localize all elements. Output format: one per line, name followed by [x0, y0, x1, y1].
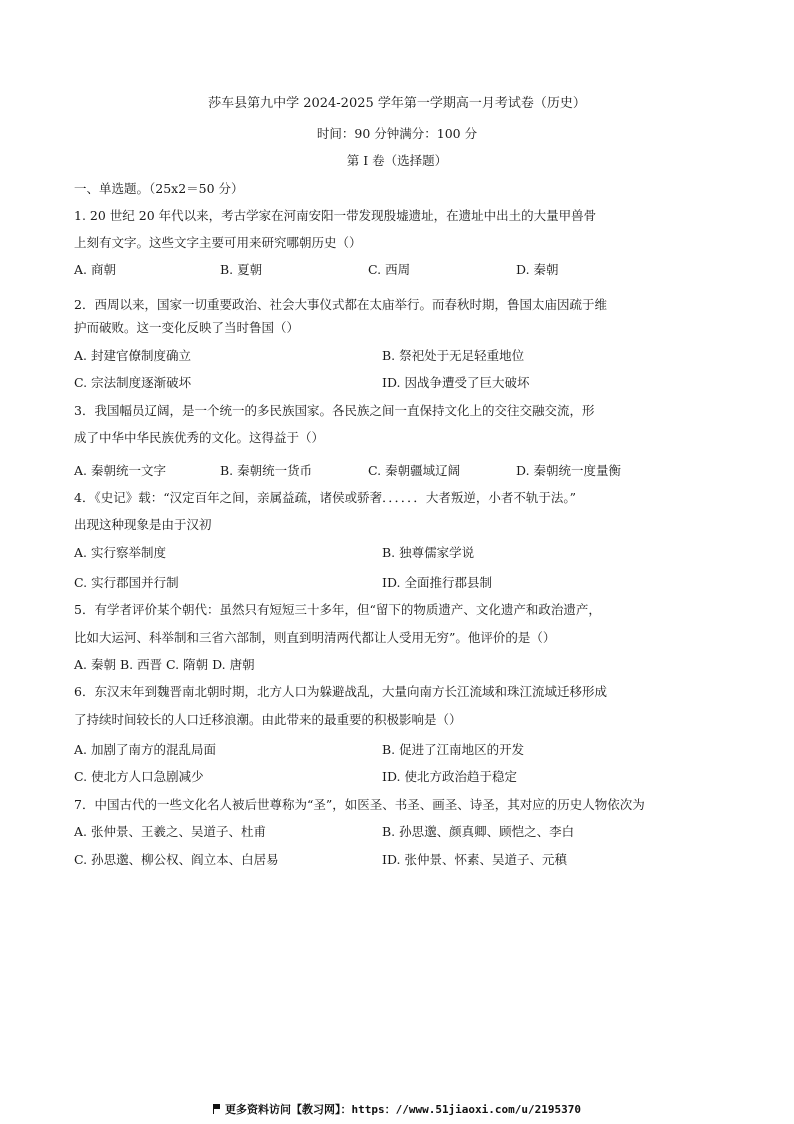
- q1-text-line2: 上刻有文字。这些文字主要可用来研究哪朝历史（）: [74, 235, 362, 250]
- q6-option-a: A. 加剧了南方的混乱局面: [74, 742, 216, 757]
- exam-title: 莎车县第九中学 2024-2025 学年第一学期高一月考试卷（历史）: [208, 96, 586, 111]
- q7-text-line1: 7．中国古代的一些文化名人被后世尊称为“圣”，如医圣、书圣、画圣、诗圣，其对应的历史人物依次为: [74, 797, 645, 812]
- footer-text: 更多资料访问【教习网】：https：//www.51jiaoxi.com/u/2195370: [224, 1103, 582, 1116]
- q3-option-b: B. 秦朝统一货币: [220, 463, 313, 478]
- exam-time-score: 时间：90 分钟满分：100 分: [316, 126, 478, 141]
- q7-option-a: A. 张仲景、王羲之、吴道子、杜甫: [74, 824, 266, 839]
- q5-text-line2: 比如大运河、科举制和三省六部制，则直到明清两代都让人受用无穷”。他评价的是（）: [74, 630, 556, 645]
- q1-text-line1: 1. 20 世纪 20 年代以来，考古学家在河南安阳一带发现殷墟遗址，在遗址中出土的大量甲兽骨: [74, 208, 597, 223]
- q7-option-c: C. 孙思邈、柳公权、阎立本、白居易: [74, 852, 279, 867]
- q6-option-c: C. 使北方人口急剧减少: [74, 769, 204, 784]
- q4-text-line2: 出现这种现象是由于汉初: [74, 517, 212, 532]
- q4-text-line1: 4．《史记》载：“汉定百年之间，亲属益疏，诸侯或骄奢．．．．．．大者叛逆，小者不轨于法。”: [74, 490, 576, 505]
- q6-option-d: ID. 使北方政治趋于稳定: [382, 769, 517, 784]
- q7-option-b: B. 孙思邈、颜真卿、顾恺之、李白: [382, 824, 575, 839]
- q2-text-line1: 2．西周以来，国家一切重要政治、社会大事仪式都在太庙举行。而春秋时期，鲁国太庙因疏于维: [74, 297, 607, 312]
- part-heading: 第 I 卷（选择题）: [346, 153, 448, 168]
- flag-icon: [213, 1104, 221, 1114]
- q2-text-line2: 护而破败。这一变化反映了当时鲁国（）: [74, 320, 300, 335]
- q6-text-line1: 6．东汉末年到魏晋南北朝时期，北方人口为躲避战乱，大量向南方长江流域和珠江流域迁移形成: [74, 684, 607, 699]
- q6-text-line2: 了持续时间较长的人口迁移浪潮。由此带来的最重要的积极影响是（）: [74, 712, 462, 727]
- section-heading: 一、单选题。（25x2＝50 分）: [74, 181, 244, 196]
- q1-option-c: C. 西周: [368, 262, 411, 277]
- q2-option-d: ID. 因战争遭受了巨大破坏: [382, 375, 530, 390]
- q2-option-b: B. 祭祀处于无足轻重地位: [382, 348, 525, 363]
- q5-options: A. 秦朝 B. 西晋 C. 隋朝 D. 唐朝: [74, 657, 255, 672]
- q3-option-c: C. 秦朝疆域辽阔: [368, 463, 461, 478]
- q2-option-a: A. 封建官僚制度确立: [74, 348, 191, 363]
- q4-option-d: ID. 全面推行郡县制: [382, 575, 492, 590]
- q7-option-d: ID. 张仲景、怀素、吴道子、元稹: [382, 852, 567, 867]
- q1-option-b: B. 夏朝: [220, 262, 263, 277]
- footer-link[interactable]: [0, 1101, 794, 1117]
- q3-option-a: A. 秦朝统一文字: [74, 463, 166, 478]
- q3-text-line2: 成了中华中华民族优秀的文化。这得益于（）: [74, 430, 325, 445]
- q6-option-b: B. 促进了江南地区的开发: [382, 742, 525, 757]
- q1-option-a: A. 商朝: [74, 262, 116, 277]
- q4-option-b: B. 独尊儒家学说: [382, 545, 475, 560]
- q5-text-line1: 5．有学者评价某个朝代：虽然只有短短三十多年，但“留下的物质遗产、文化遗产和政治遗产，: [74, 602, 601, 617]
- q2-option-c: C. 宗法制度逐渐破坏: [74, 375, 192, 390]
- q3-text-line1: 3．我国幅员辽阔，是一个统一的多民族国家。各民族之间一直保持文化上的交往交融交流，形: [74, 403, 595, 418]
- q4-option-c: C. 实行郡国并行制: [74, 575, 179, 590]
- q1-option-d: D. 秦朝: [516, 262, 559, 277]
- q3-option-d: D. 秦朝统一度量衡: [516, 463, 622, 478]
- q4-option-a: A. 实行察举制度: [74, 545, 166, 560]
